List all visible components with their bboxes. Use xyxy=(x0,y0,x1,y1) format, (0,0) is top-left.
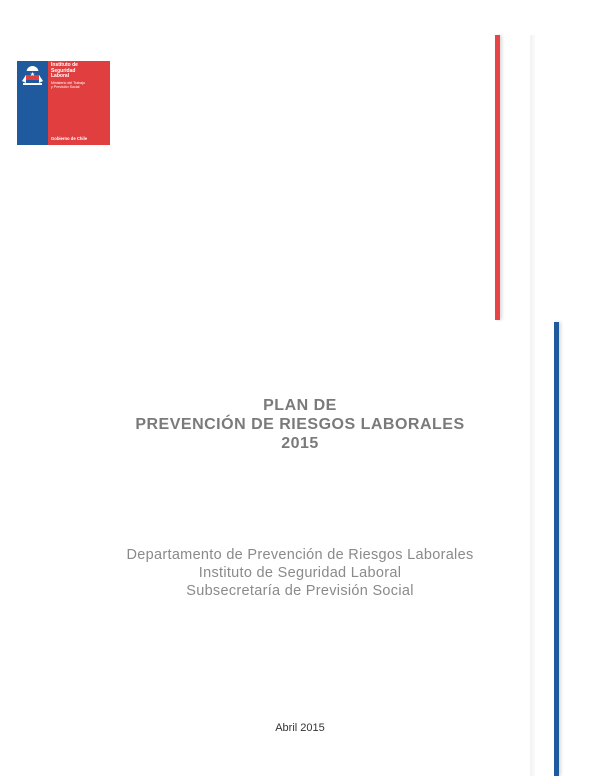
logo-blue-panel xyxy=(17,61,48,145)
isl-logo xyxy=(17,61,110,145)
document-title xyxy=(0,396,600,453)
logo-ministry-line-1: Ministerio del Trabajo xyxy=(51,80,86,85)
logo-ministry-line-2: y Previsión Social xyxy=(51,84,80,89)
department-line-2: Instituto de Seguridad Laboral xyxy=(198,565,402,581)
coat-of-arms-icon xyxy=(20,63,45,87)
logo-ministry xyxy=(51,81,109,89)
department-line-1: Departamento de Prevención de Riesgos Laborales xyxy=(126,547,474,563)
publication-date: Abril 2015 xyxy=(275,722,325,734)
title-line-1: PLAN DE xyxy=(263,397,337,414)
logo-line-2: Seguridad xyxy=(51,67,76,74)
title-line-2: PREVENCIÓN DE RIESGOS LABORALES xyxy=(135,416,465,433)
logo-line-3: Laboral xyxy=(51,73,70,80)
red-accent-bar xyxy=(495,35,500,320)
logo-line-1: Instituto de xyxy=(51,62,78,68)
title-line-3: 2015 xyxy=(281,435,319,452)
logo-text xyxy=(51,63,109,89)
logo-footer: Gobierno de Chile xyxy=(51,136,88,141)
department-line-3: Subsecretaría de Previsión Social xyxy=(186,583,414,599)
department-block xyxy=(0,546,600,600)
